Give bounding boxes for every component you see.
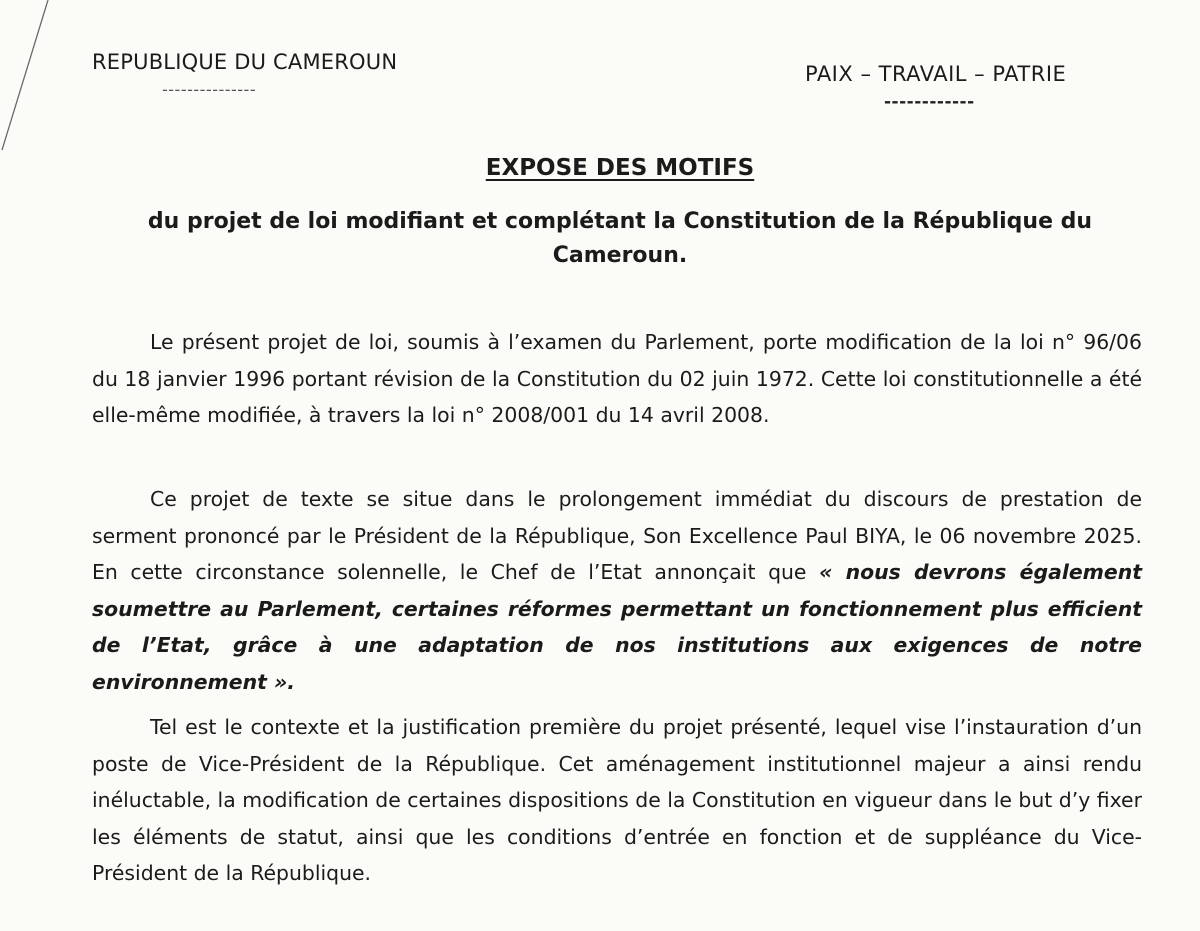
document-subtitle: du projet de loi modifiant et complétant la Constitution de la République du Cameroun. <box>147 209 1093 268</box>
national-motto-separator: ------------ <box>884 92 975 112</box>
page-edge-line <box>0 0 60 160</box>
president-quote: « nous devrons également soumettre au Parlement, certaines réformes permettant un fonctionnement plus efficient de l’Etat, grâce à une adaptation de nos institutions aux exigences de notre environnement ». <box>92 560 1142 694</box>
paragraph-2-intro: Ce projet de texte se situe dans le prolongement immédiat du discours de prestation de serment prononcé par le Président de la République, Son Excellence Paul BIYA, le 06 novembre 2025. En cette circonstance solennelle, le Chef de l’Etat annonçait que <box>92 487 1142 584</box>
paragraph-1: Le présent projet de loi, soumis à l’examen du Parlement, porte modification de la loi n° 96/06 du 18 janvier 1996 portant révision de la Constitution du 02 juin 1972. Cette loi constitutionnelle a été elle-même modifiée, à travers la loi n° 2008/001 du 14 avril 2008. <box>92 330 1142 427</box>
paragraph-2 <box>92 481 1142 700</box>
document-title: EXPOSE DES MOTIFS <box>485 155 755 181</box>
country-name: REPUBLIQUE DU CAMEROUN <box>92 50 398 74</box>
paragraph-3: Tel est le contexte et la justification première du projet présenté, lequel vise l’instauration d’un poste de Vice-Président de la République. Cet aménagement institutionnel majeur a ainsi rendu inéluctable, la modification de certaines dispositions de la Constitution en vigueur dans le but d’y fixer les éléments de statut, ainsi que les conditions d’entrée en fonction et de suppléance du Vice-Président de la République. <box>92 715 1142 885</box>
country-name-separator: --------------- <box>162 80 257 99</box>
national-motto: PAIX – TRAVAIL – PATRIE <box>805 62 1067 86</box>
